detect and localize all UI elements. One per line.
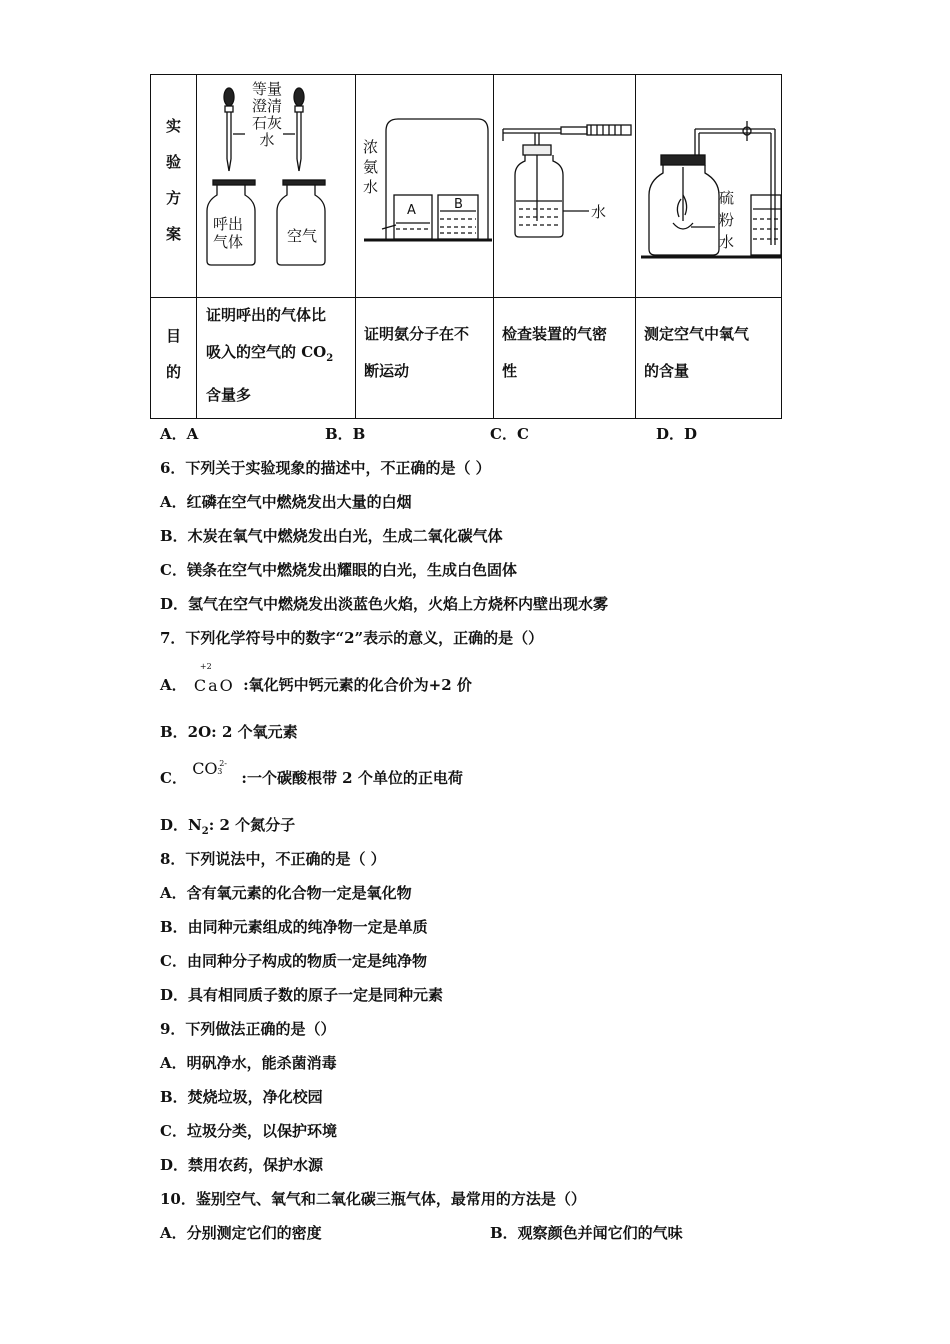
purpose-a: 证明呼出的气体比 吸入的空气的 $CO_2$ 含量多 bbox=[206, 306, 334, 404]
col-divider bbox=[196, 75, 197, 418]
fig2-label-ammonia: 浓 氨 水 bbox=[363, 138, 379, 196]
row-header-char: 实 bbox=[165, 117, 181, 135]
q8-option-a[interactable]: A．含有氧元素的化合物一定是氧化物 bbox=[160, 884, 412, 902]
q5-option-b[interactable]: B．B bbox=[325, 425, 366, 443]
q7-option-d[interactable]: D．$N_2$: 2 个氮分子 bbox=[160, 816, 296, 837]
row-header-char: 的 bbox=[165, 363, 181, 381]
cao-formula: +2 CaO bbox=[193, 662, 235, 695]
q5-option-d[interactable]: D．D bbox=[656, 425, 698, 443]
fig1-label-exhaled: 呼出 气体 bbox=[213, 215, 244, 251]
q10-stem: 10．鉴别空气、氧气和二氧化碳三瓶气体，最常用的方法是（） bbox=[160, 1190, 586, 1208]
q7-option-b[interactable]: B．2O: 2 个氧元素 bbox=[160, 723, 298, 741]
row-header-char: 案 bbox=[165, 225, 181, 243]
q9-option-b[interactable]: B．焚烧垃圾，净化校园 bbox=[160, 1088, 323, 1106]
q7-option-c[interactable]: C． CO 3 2- :一个碳酸根带 2 个单位的正电荷 bbox=[160, 759, 463, 787]
experiment-table bbox=[150, 74, 782, 419]
q9-stem: 9．下列做法正确的是（） bbox=[160, 1020, 336, 1038]
q6-option-a[interactable]: A．红磷在空气中燃烧发出大量的白烟 bbox=[160, 493, 412, 511]
q7-option-a[interactable]: A． +2 CaO :氧化钙中钙元素的化合价为+2 价 bbox=[160, 662, 472, 695]
q8-stem: 8．下列说法中，不正确的是（ ） bbox=[160, 850, 386, 868]
figure-ammonia-bell-jar bbox=[358, 111, 492, 251]
purpose-d: 测定空气中氧气 的含量 bbox=[644, 325, 750, 380]
row-header-char: 验 bbox=[165, 153, 181, 171]
q6-option-d[interactable]: D．氢气在空气中燃烧发出淡蓝色火焰，火焰上方烧杯内壁出现水雾 bbox=[160, 595, 609, 613]
q10-option-b[interactable]: B．观察颜色并闻它们的气味 bbox=[490, 1224, 683, 1242]
fig2-label-a: A bbox=[407, 203, 416, 218]
purpose-c: 检查装置的气密 性 bbox=[502, 325, 608, 380]
q8-option-c[interactable]: C．由同种分子构成的物质一定是纯净物 bbox=[160, 952, 427, 970]
fig4-label-sulfur: 硫 粉 水 bbox=[719, 189, 735, 251]
q6-option-b[interactable]: B．木炭在氧气中燃烧发出白光，生成二氧化碳气体 bbox=[160, 527, 503, 545]
figure-airtightness-check bbox=[499, 115, 633, 245]
fig2-label-b: B bbox=[454, 197, 463, 212]
row-header-purpose bbox=[151, 318, 196, 390]
purpose-b: 证明氨分子在不 断运动 bbox=[364, 325, 470, 380]
q9-option-c[interactable]: C．垃圾分类，以保护环境 bbox=[160, 1122, 337, 1140]
fig1-label-reagent: 等量 澄清 石灰 水 bbox=[251, 80, 282, 149]
col-divider bbox=[355, 75, 356, 418]
q8-option-b[interactable]: B．由同种元素组成的纯净物一定是单质 bbox=[160, 918, 428, 936]
row-header-char: 目 bbox=[165, 327, 181, 345]
q8-option-d[interactable]: D．具有相同质子数的原子一定是同种元素 bbox=[160, 986, 444, 1004]
q5-option-c[interactable]: C．C bbox=[490, 425, 529, 443]
q9-option-a[interactable]: A．明矾净水，能杀菌消毒 bbox=[160, 1054, 337, 1072]
q9-option-d[interactable]: D．禁用农药，保护水源 bbox=[160, 1156, 324, 1174]
row-header-char: 方 bbox=[165, 189, 181, 207]
row-header-scheme bbox=[151, 108, 196, 252]
fig1-label-air: 空气 bbox=[287, 227, 318, 245]
figure-oxygen-content bbox=[639, 95, 781, 265]
q6-stem: 6．下列关于实验现象的描述中，不正确的是（ ） bbox=[160, 459, 491, 477]
col-divider bbox=[493, 75, 494, 418]
col-divider bbox=[635, 75, 636, 418]
fig3-label-water: 水 bbox=[591, 203, 607, 221]
q7-stem: 7．下列化学符号中的数字“2”表示的意义，正确的是（） bbox=[160, 629, 544, 647]
q5-option-a[interactable]: A．A bbox=[160, 425, 199, 443]
q10-option-a[interactable]: A．分别测定它们的密度 bbox=[160, 1224, 322, 1242]
q6-option-c[interactable]: C．镁条在空气中燃烧发出耀眼的白光，生成白色固体 bbox=[160, 561, 517, 579]
co3-formula: CO 3 2- bbox=[192, 759, 227, 778]
